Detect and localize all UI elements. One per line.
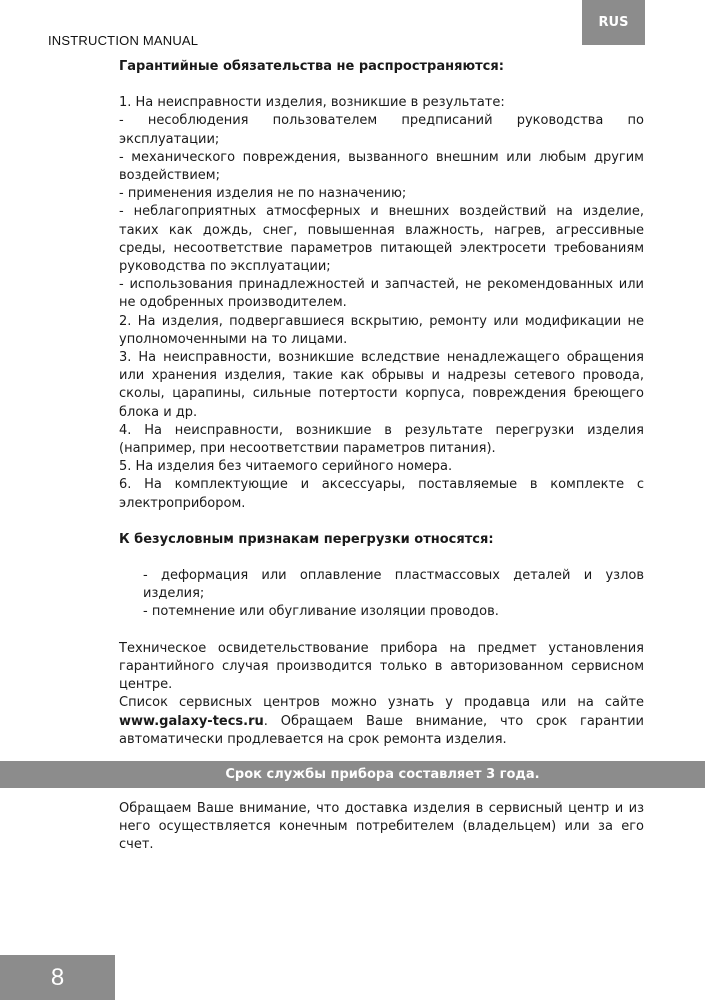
list-item: - деформация или оплавление пластмассовых деталей и узлов изделия; [143,568,644,602]
warranty-content [119,58,644,749]
list-item: - использования принадлежностей и запчастей, не рекомендованных или не одобренных производителем. [119,277,644,311]
language-tab: RUS [582,0,645,45]
list-item: - неблагоприятных атмосферных и внешних воздействий на изделие, таких как дождь, снег, повышенная влажность, нагрев, агрессивные среды, несоответствие параметров питающей электросети требованиям руководства по эксплуатации; [119,204,644,275]
list-item: 5. На изделия без читаемого серийного номера. [119,459,453,475]
list-item: 1. На неисправности изделия, возникшие в результате: [119,95,505,111]
list-item: 2. На изделия, подвергавшиеся вскрытию, ремонту или модификации не уполномоченными на то лицами. [119,313,644,347]
exclusions-heading: Гарантийные обязательства не распространяются: [119,59,504,74]
list-item: 4. На неисправности, возникшие в результате перегрузки изделия (например, при несоответствии параметров питания). [119,422,644,457]
page-number: 8 [0,955,115,1000]
service-text-after: . Обращаем Ваше внимание, что срок гарантии автоматически продлевается на срок ремонта изделия. [119,713,644,747]
list-item: - несоблюдения пользователем предписаний руководства по эксплуатации; [119,113,644,147]
list-item: 3. На неисправности, возникшие вследствие ненадлежащего обращения или хранения изделия, такие как обрывы и надрезы сетевого провода, сколы, царапины, сильные потертости корпуса, повреждения бреющего блока и др. [119,350,644,420]
website-link[interactable]: www.galaxy-tecs.ru [119,713,264,729]
list-item: - потемнение или обугливание изоляции проводов. [143,604,499,620]
overload-heading: К безусловным признакам перегрузки относятся: [119,531,494,547]
list-item: - применения изделия не по назначению; [119,186,407,202]
closing-section [119,800,644,855]
service-text-before: Список сервисных центров можно узнать у продавца или на сайте [119,695,644,711]
service-life-banner: Срок службы прибора составляет 3 года. [0,761,705,788]
document-header: INSTRUCTION MANUAL [48,33,199,48]
closing-paragraph: Обращаем Ваше внимание, что доставка изделия в сервисный центр и из него осуществляется конечным потребителем (владельцем) или за его счет. [119,801,644,853]
service-paragraph: Техническое освидетельствование прибора на предмет установления гарантийного случая производится только в авторизованном сервисном центре. [119,640,644,693]
service-centers-paragraph [119,694,644,749]
list-item: - механического повреждения, вызванного внешним или любым другим воздействием; [119,149,644,184]
list-item: 6. На комплектующие и аксессуары, поставляемые в комплекте с электроприбором. [119,477,644,511]
